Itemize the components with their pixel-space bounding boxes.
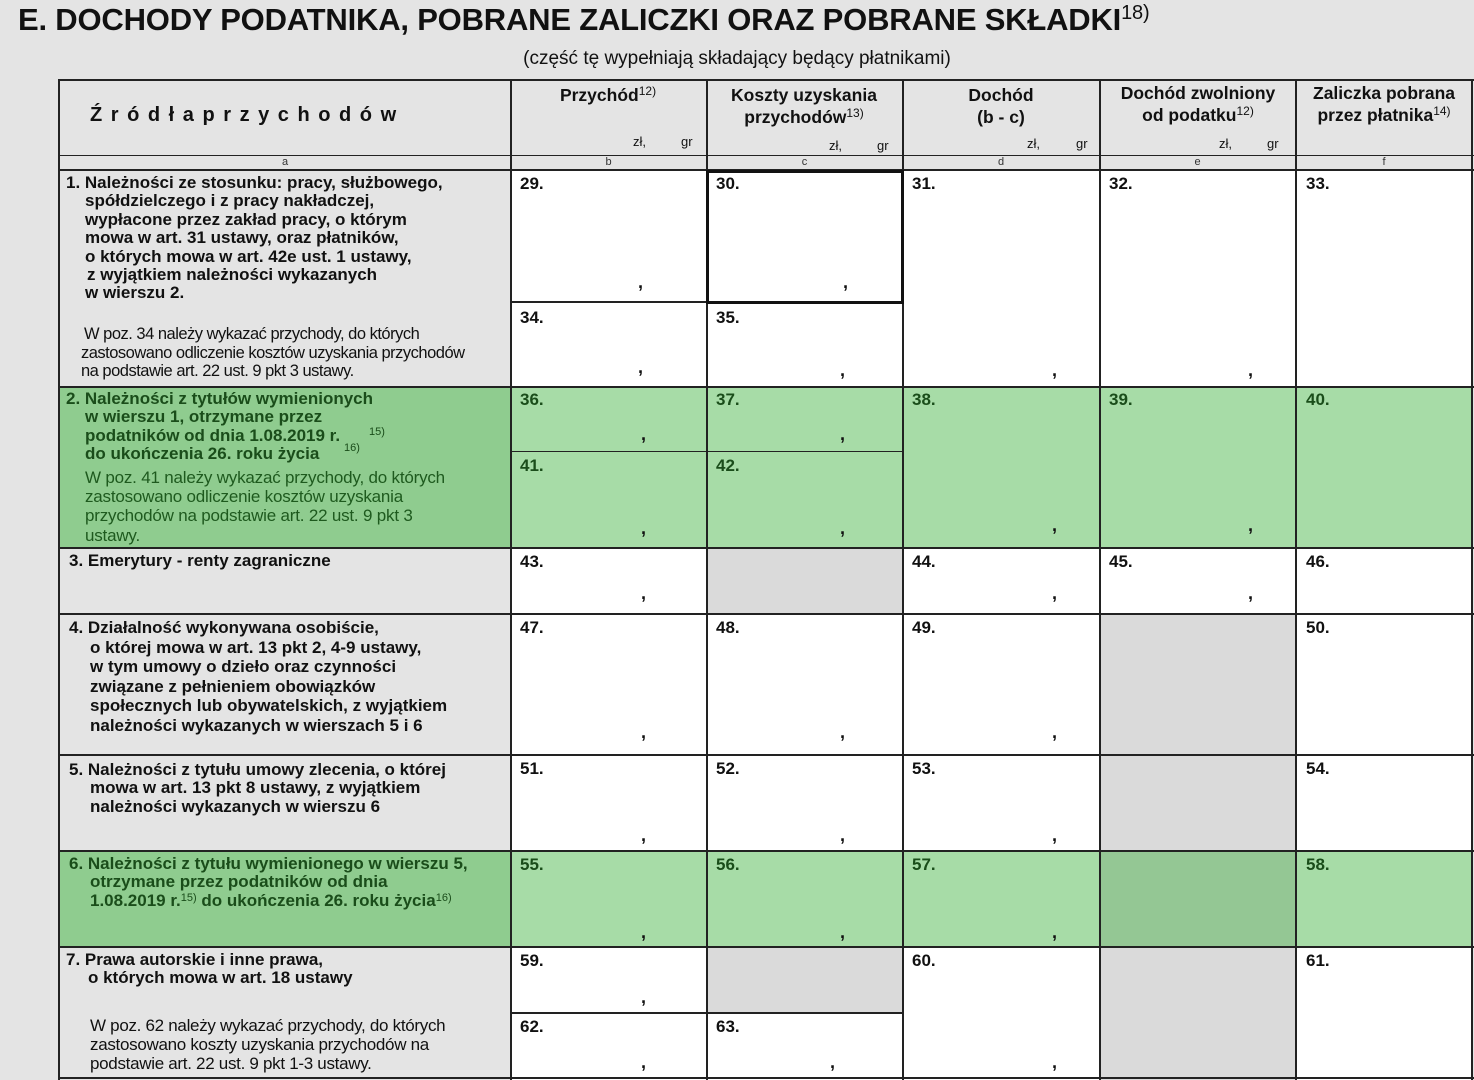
field-43-input[interactable]	[512, 550, 705, 612]
field-54-number: 54.	[1306, 759, 1330, 778]
row6-e-disabled	[1100, 851, 1296, 947]
field-62-input[interactable]	[512, 1015, 705, 1076]
col-d-letter: d	[997, 156, 1005, 168]
field-42-number: 42.	[716, 456, 740, 475]
field-32-number: 32.	[1109, 174, 1133, 193]
section-title: E. DOCHODY PODATNIKA, POBRANE ZALICZKI ORAZ POBRANE SKŁADKI$^{18)}$	[18, 2, 1150, 37]
grid-line	[58, 547, 1474, 549]
grid-line	[58, 946, 1474, 948]
row3-label: 3. Emerytury - renty zagraniczne	[69, 551, 331, 570]
field-58-number: 58.	[1306, 855, 1330, 874]
field-61-number: 61.	[1306, 951, 1330, 970]
col-d-unit-zl: zł,	[1027, 136, 1040, 151]
field-39-number: 39.	[1109, 390, 1133, 409]
row7-note: W poz. 62 należy wykazać przychody, do których zastosowano koszty uzyskania przychodów na podstawie art. 22 ust. 9 pkt 1-3 ustawy.	[90, 1016, 446, 1073]
col-a-header: Ź r ó d ł a p r z y c h o d ó w	[90, 104, 397, 126]
field-40-input[interactable]	[1297, 389, 1470, 546]
col-d-header: Dochód (b - c)	[968, 85, 1034, 127]
field-38-input[interactable]	[904, 389, 1098, 546]
col-e-unit-gr: gr	[1267, 136, 1279, 151]
field-52-input[interactable]	[708, 757, 901, 849]
field-60-input[interactable]	[904, 949, 1098, 1076]
field-31-comma: ,	[1052, 360, 1058, 380]
field-35-input[interactable]	[709, 305, 901, 385]
row4-label: 4. Działalność wykonywana osobiście, o której mowa w art. 13 pkt 2, 4-9 ustawy, w tym umowy o dzieło oraz czynności związane z pełnieniem obowiązków społecznych lub obywatelskich, z wyjątkiem należności wykazanych w wierszach 5 i 6	[69, 618, 448, 735]
grid-line	[58, 613, 1474, 615]
field-46-number: 46.	[1306, 552, 1330, 571]
field-34-input[interactable]	[512, 303, 705, 385]
col-e-header: Dochód zwolniony od podatku$^{12)}$	[1120, 83, 1276, 125]
grid-line	[58, 79, 60, 1080]
field-35-comma: ,	[840, 360, 846, 380]
field-52-comma: ,	[840, 825, 846, 845]
section-subtitle: (część tę wypełniają składający będący płatnikami)	[523, 48, 951, 69]
field-47-comma: ,	[641, 722, 647, 742]
field-32-input[interactable]	[1101, 172, 1294, 385]
field-47-input[interactable]	[512, 616, 705, 753]
field-60-comma: ,	[1052, 1052, 1058, 1072]
col-a-letter: a	[281, 156, 289, 168]
field-48-number: 48.	[716, 618, 740, 637]
field-58-input[interactable]	[1297, 853, 1470, 945]
row1-note: W poz. 34 należy wykazać przychody, do których zastosowano odliczenie kosztów uzyskania przychodów na podstawie art. 22 ust. 9 pkt 3 ustawy.	[81, 325, 465, 380]
field-41-input[interactable]	[512, 453, 705, 546]
field-42-comma: ,	[840, 518, 846, 538]
field-50-number: 50.	[1306, 618, 1330, 637]
field-47-number: 47.	[520, 618, 544, 637]
field-41-comma: ,	[641, 518, 647, 538]
field-63-comma: ,	[830, 1052, 836, 1072]
field-55-input[interactable]	[512, 853, 705, 945]
field-53-number: 53.	[912, 759, 936, 778]
field-56-comma: ,	[840, 922, 846, 942]
field-60-number: 60.	[912, 951, 936, 970]
field-55-comma: ,	[641, 922, 647, 942]
field-43-number: 43.	[520, 552, 544, 571]
field-45-input[interactable]	[1101, 550, 1294, 612]
field-54-input[interactable]	[1297, 757, 1470, 849]
col-b-unit-gr: gr	[681, 134, 693, 149]
field-59-input[interactable]	[512, 949, 705, 1011]
field-33-input[interactable]	[1297, 172, 1470, 385]
row2-footnote-16: 16)	[344, 442, 360, 454]
grid-line	[58, 79, 1474, 81]
col-f-letter: f	[1382, 156, 1386, 168]
field-37-number: 37.	[716, 390, 740, 409]
field-49-input[interactable]	[904, 616, 1098, 753]
field-48-comma: ,	[840, 722, 846, 742]
col-b-letter: b	[605, 156, 612, 168]
title-footnote: 18)	[1121, 2, 1150, 24]
row3-c-disabled	[707, 548, 903, 614]
col-c-unit-zl: zł,	[829, 138, 842, 153]
field-34-number: 34.	[520, 308, 544, 327]
field-62-number: 62.	[520, 1017, 544, 1036]
field-57-comma: ,	[1052, 922, 1058, 942]
field-49-comma: ,	[1052, 722, 1058, 742]
field-32-comma: ,	[1248, 360, 1254, 380]
col-c-header: Koszty uzyskania przychodów$^{13)}$	[731, 85, 877, 127]
col-e-letter: e	[1194, 156, 1201, 168]
field-33-number: 33.	[1306, 174, 1330, 193]
row2-footnote-15: 15)	[369, 426, 385, 438]
field-29-input[interactable]	[512, 172, 705, 300]
grid-line	[58, 1077, 1474, 1079]
field-53-input[interactable]	[904, 757, 1098, 849]
field-51-comma: ,	[641, 825, 647, 845]
field-62-comma: ,	[641, 1052, 647, 1072]
field-55-number: 55.	[520, 855, 544, 874]
field-38-number: 38.	[912, 390, 936, 409]
field-40-number: 40.	[1306, 390, 1330, 409]
field-31-input[interactable]	[905, 172, 1098, 385]
field-44-number: 44.	[912, 552, 936, 571]
col-b-unit-zl: zł,	[633, 134, 646, 149]
field-53-comma: ,	[1052, 825, 1058, 845]
field-38-comma: ,	[1052, 515, 1058, 535]
field-36-number: 36.	[520, 390, 544, 409]
field-30-comma: ,	[843, 272, 849, 292]
field-43-comma: ,	[641, 583, 647, 603]
field-30-number: 30.	[716, 174, 740, 193]
field-36-input[interactable]	[512, 389, 705, 450]
col-c-letter: c	[801, 156, 808, 168]
col-e-unit-zl: zł,	[1219, 136, 1232, 151]
grid-line	[510, 1012, 904, 1014]
row7-c-disabled	[707, 947, 903, 1013]
field-51-number: 51.	[520, 759, 544, 778]
row2-label: 2. Należności z tytułów wymienionych w wierszu 1, otrzymane przez podatników od dnia 1.08.2019 r. do ukończenia 26. roku życia	[66, 389, 374, 464]
field-61-input[interactable]	[1297, 949, 1470, 1076]
row2-note: W poz. 41 należy wykazać przychody, do których zastosowano odliczenie kosztów uzyskania przychodów na podstawie art. 22 ust. 9 pkt 3 ustawy.	[85, 468, 445, 545]
field-63-number: 63.	[716, 1017, 740, 1036]
col-c-unit-gr: gr	[877, 138, 889, 153]
field-44-input[interactable]	[904, 550, 1098, 612]
field-37-comma: ,	[840, 424, 846, 444]
col-f-header: Zaliczka pobrana przez płatnika$^{14)}$	[1313, 83, 1455, 125]
grid-line	[58, 850, 1474, 852]
field-56-input[interactable]	[708, 853, 901, 945]
field-45-number: 45.	[1109, 552, 1133, 571]
field-34-comma: ,	[638, 357, 644, 377]
row7-e-disabled	[1100, 947, 1296, 1080]
field-63-input[interactable]	[708, 1015, 901, 1076]
field-29-comma: ,	[638, 272, 644, 292]
field-37-input[interactable]	[708, 389, 901, 450]
field-39-input[interactable]	[1101, 389, 1294, 546]
row5-label: 5. Należności z tytułu umowy zlecenia, o której mowa w art. 13 pkt 8 ustawy, z wyjątkiem należności wykazanych w wierszu 6	[69, 760, 446, 816]
field-45-comma: ,	[1248, 583, 1254, 603]
field-56-number: 56.	[716, 855, 740, 874]
field-46-input[interactable]	[1297, 550, 1470, 612]
grid-line	[58, 386, 1474, 388]
grid-line	[1471, 79, 1473, 1080]
row6-label: 6. Należności z tytułu wymienionego w wierszu 5, otrzymane przez podatników od dnia 1.08.2019 r.$^{15)}$ do ukończenia 26. roku życia$^{16)}$	[69, 854, 468, 910]
field-57-input[interactable]	[904, 853, 1098, 945]
field-31-number: 31.	[912, 174, 936, 193]
field-48-input[interactable]	[708, 616, 901, 753]
row7-label: 7. Prawa autorskie i inne prawa, o których mowa w art. 18 ustawy	[66, 950, 353, 988]
field-44-comma: ,	[1052, 583, 1058, 603]
field-35-number: 35.	[716, 308, 740, 327]
col-b-header: Przychód$^{12)}$	[559, 84, 657, 105]
field-50-input[interactable]	[1297, 616, 1470, 753]
field-59-comma: ,	[641, 987, 647, 1007]
field-57-number: 57.	[912, 855, 936, 874]
field-39-comma: ,	[1248, 515, 1254, 535]
field-29-number: 29.	[520, 174, 544, 193]
field-30-input[interactable]	[709, 173, 901, 300]
col-d-unit-gr: gr	[1076, 136, 1088, 151]
field-49-number: 49.	[912, 618, 936, 637]
field-42-input[interactable]	[708, 453, 901, 546]
row1-label: 1. Należności ze stosunku: pracy, służbowego, spółdzielczego i z pracy nakładczej, wypłacone przez zakład pracy, o którym mowa w art. 31 ustawy, oraz płatników, o których mowa w art. 42e ust. 1 ustawy, z wyjątkiem należności wykazanych w wierszu 2.	[66, 173, 443, 303]
grid-line	[510, 451, 904, 452]
field-41-number: 41.	[520, 456, 544, 475]
field-51-input[interactable]	[512, 757, 705, 849]
grid-line	[58, 754, 1474, 756]
row5-e-disabled	[1100, 755, 1296, 851]
field-52-number: 52.	[716, 759, 740, 778]
row4-e-disabled	[1100, 614, 1296, 755]
field-36-comma: ,	[641, 424, 647, 444]
field-59-number: 59.	[520, 951, 544, 970]
